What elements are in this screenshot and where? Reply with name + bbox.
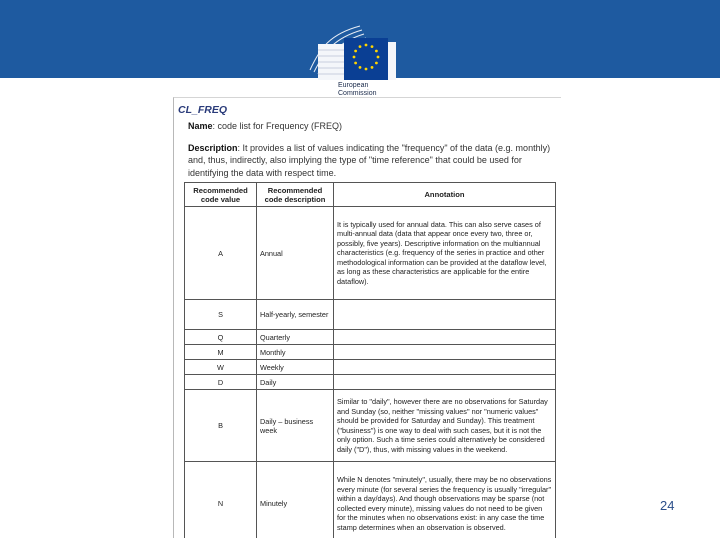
annotation-cell <box>334 345 556 360</box>
header-annotation: Annotation <box>334 183 556 207</box>
code-cell: Q <box>185 330 257 345</box>
table-header-row <box>185 183 556 207</box>
table-row <box>185 207 556 300</box>
org-line1: European <box>338 82 369 89</box>
annotation-cell <box>334 375 556 390</box>
document-image <box>173 97 561 538</box>
code-cell: S <box>185 300 257 330</box>
description-cell: Daily – business week <box>257 390 334 462</box>
code-cell: A <box>185 207 257 300</box>
code-cell: D <box>185 375 257 390</box>
code-cell: M <box>185 345 257 360</box>
description-cell: Annual <box>257 207 334 300</box>
description-cell: Weekly <box>257 360 334 375</box>
name-value: : code list for Frequency (FREQ) <box>212 121 343 131</box>
annotation-cell <box>334 330 556 345</box>
header-code-description: Recommended code description <box>257 183 334 207</box>
description-row <box>188 142 560 179</box>
table-row <box>185 390 556 462</box>
annotation-cell: While N denotes "minutely", usually, there may be no observations every minute (for several series the frequency is usually "irregular" within a day/days). And though observations may be sparse (not collected every minute), missing values do not need to be given for the minutes when no observations exist: in any case the time stamp determines when an observation is observed. <box>334 462 556 539</box>
annotation-cell: It is typically used for annual data. This can also serve cases of multi-annual data (data that appear once every two, three or, possibly, five years). Descriptive information on the multiannual characteristics (e.g. frequency of the series in practice and other methodological information can be provided at the dataflow level, as long as these characteristics are applicable for the entire dataflow). <box>334 207 556 300</box>
code-list-title: CL_FREQ <box>178 104 228 116</box>
name-label: Name <box>188 121 213 131</box>
description-cell: Half-yearly, semester <box>257 300 334 330</box>
description-cell: Minutely <box>257 462 334 539</box>
table-row <box>185 345 556 360</box>
annotation-cell <box>334 300 556 330</box>
annotation-cell <box>334 360 556 375</box>
table-row <box>185 330 556 345</box>
name-row <box>188 121 342 131</box>
code-cell: W <box>185 360 257 375</box>
description-text: : It provides a list of values indicating the "frequency" of the data (e.g. monthly) and, thus, indirectly, also implying the type of "time reference" that could be used for identifying the data with respect time. <box>188 143 551 178</box>
table-row <box>185 360 556 375</box>
header-code-value: Recommended code value <box>185 183 257 207</box>
european-commission-wordmark <box>338 82 377 98</box>
description-cell: Monthly <box>257 345 334 360</box>
table-row <box>185 300 556 330</box>
org-line2: Commission <box>338 90 377 97</box>
code-cell: N <box>185 462 257 539</box>
description-cell: Daily <box>257 375 334 390</box>
frequency-code-table <box>184 182 556 538</box>
description-label: Description <box>188 143 238 153</box>
page-number: 24 <box>660 498 675 513</box>
code-cell: B <box>185 390 257 462</box>
description-cell: Quarterly <box>257 330 334 345</box>
annotation-cell: Similar to "daily", however there are no observations for Saturday and Sunday (so, neither "missing values" nor "numeric values" should be provided for Saturday and Sunday). This treatment ("business") is one way to deal with such cases, but it is not the only option. Such a time series could alternatively be considered daily ("D"), thus, with missing values in the weekend. <box>334 390 556 462</box>
table-row <box>185 375 556 390</box>
table-row <box>185 462 556 539</box>
